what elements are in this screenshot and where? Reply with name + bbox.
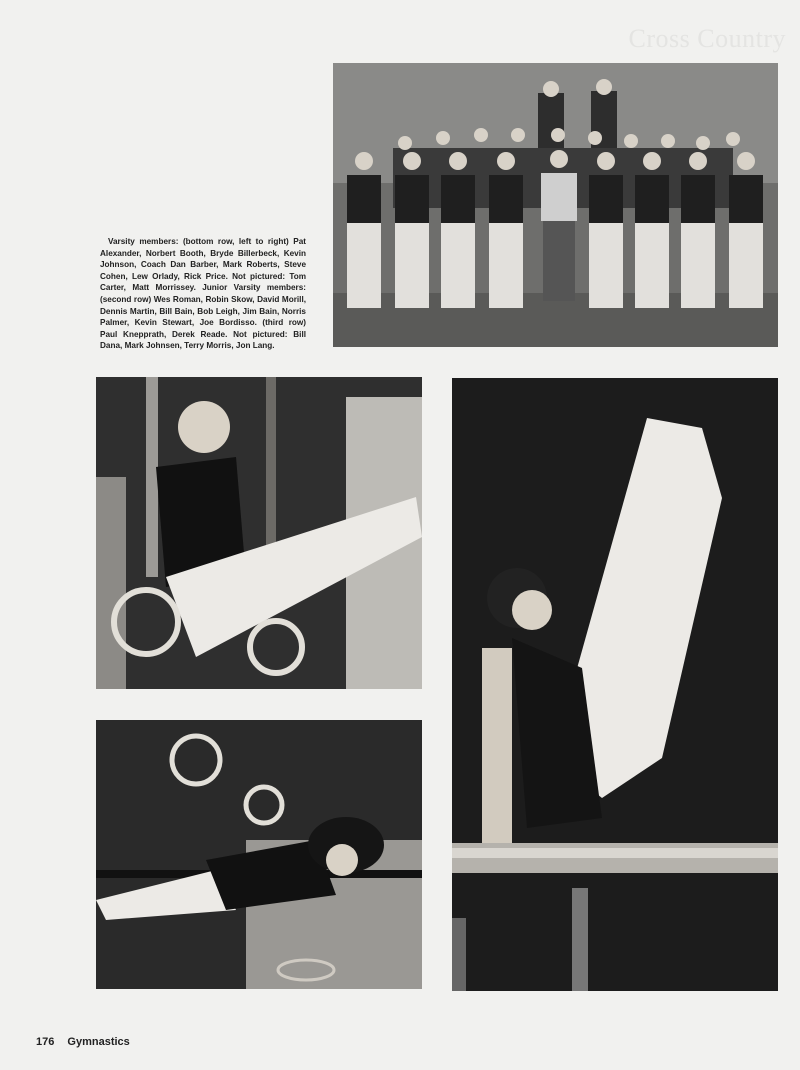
page-number: 176 xyxy=(36,1036,55,1048)
section-name: Gymnastics xyxy=(67,1036,130,1048)
rings-photo-upper xyxy=(96,377,422,689)
rings-photo-lower xyxy=(96,720,422,989)
faded-section-title: Cross Country xyxy=(628,24,786,53)
page-footer xyxy=(36,1036,130,1048)
photo-caption: Varsity members: (bottom row, left to right) Pat Alexander, Norbert Booth, Bryde Billerbeck, Kevin Johnson, Coach Dan Barber, Mark Roberts, Steve Cohen, Lew Orlady, Rick Price. Not pictured: Tom Carter, Matt Morrissey. Junior Varsity members: (second row) Wes Roman, Robin Skow, David Morill, Dennis Martin, Bill Bain, Bob Leigh, Jim Bain, Norris Palmer, Kevin Stewart, Joe Bordisso. (third row) Paul Knepprath, Derek Reade. Not pictured: Bill Dana, Mark Johnsen, Terry Morris, Jon Lang. xyxy=(100,237,306,351)
team-photo xyxy=(333,63,778,347)
parallel-bars-photo xyxy=(452,378,778,991)
